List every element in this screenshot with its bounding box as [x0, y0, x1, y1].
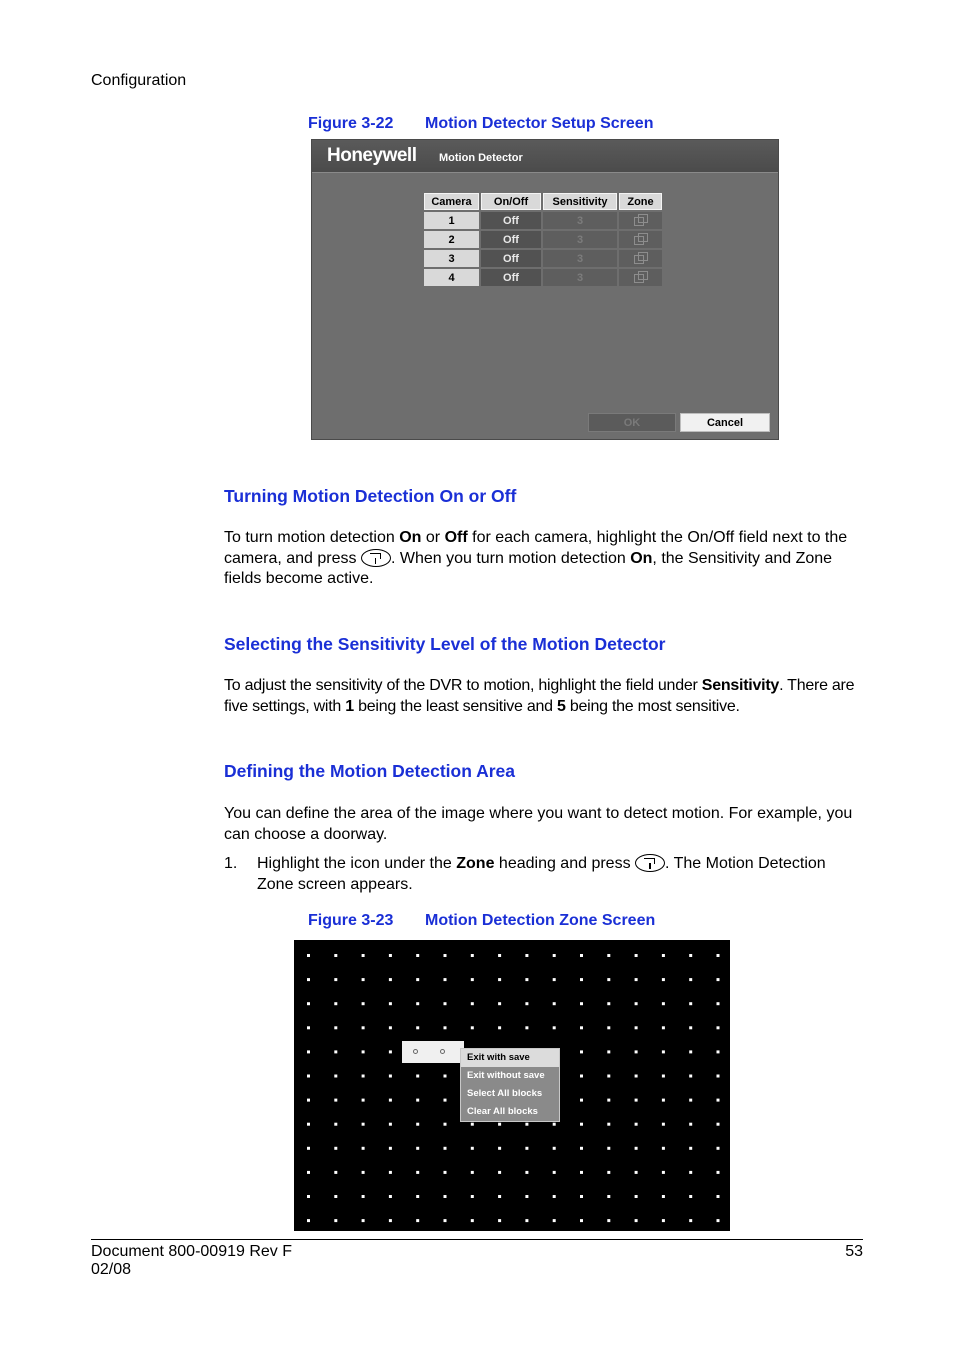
grid-dot: [662, 954, 665, 957]
grid-dot: [471, 954, 474, 957]
col-sensitivity: Sensitivity: [543, 193, 617, 210]
grid-dot: [662, 1050, 665, 1053]
camera-number: 4: [424, 269, 479, 286]
grid-dot: [662, 1026, 665, 1029]
grid-dot: [607, 978, 610, 981]
grid-dot: [580, 1075, 583, 1078]
grid-dot: [553, 1147, 556, 1150]
grid-dot: [525, 1002, 528, 1005]
grid-dot: [389, 1099, 392, 1102]
grid-dot: [498, 1002, 501, 1005]
zone-field[interactable]: [619, 212, 662, 229]
col-onoff: On/Off: [481, 193, 541, 210]
grid-dot: [389, 954, 392, 957]
grid-dot: [635, 978, 638, 981]
text-run: To adjust the sensitivity of the DVR to motion, highlight the field under: [224, 677, 702, 694]
grid-dot: [416, 1002, 419, 1005]
grid-dot: [334, 1075, 337, 1078]
grid-dot: [307, 1195, 310, 1198]
grid-dot: [607, 954, 610, 957]
brand-logo: Honeywell: [327, 145, 417, 166]
grid-dot: [416, 1123, 419, 1126]
camera-number: 3: [424, 250, 479, 267]
grid-dot: [471, 1147, 474, 1150]
grid-dot: [607, 1050, 610, 1053]
grid-dot: [416, 1099, 419, 1102]
grid-dot: [689, 1147, 692, 1150]
grid-dot: [389, 1075, 392, 1078]
grid-dot: [635, 1123, 638, 1126]
ok-button[interactable]: OK: [588, 413, 676, 432]
col-zone: Zone: [619, 193, 662, 210]
grid-dot: [444, 954, 447, 957]
grid-dot: [362, 1050, 365, 1053]
grid-dot: [444, 1195, 447, 1198]
menu-exit-without-save[interactable]: Exit without save: [467, 1070, 545, 1081]
grid-dot: [662, 1219, 665, 1222]
grid-dot: [498, 954, 501, 957]
figure-number: Figure 3-22: [308, 115, 394, 132]
selected-zone-blocks[interactable]: [402, 1041, 464, 1063]
zone-icon: [634, 233, 647, 244]
grid-dot: [389, 1171, 392, 1174]
grid-dot: [389, 1026, 392, 1029]
grid-dot: [580, 1099, 583, 1102]
zone-icon: [634, 252, 647, 263]
grid-dot: [389, 978, 392, 981]
grid-dot: [334, 954, 337, 957]
grid-dot: [416, 1171, 419, 1174]
cancel-button[interactable]: Cancel: [680, 413, 770, 432]
text-run: . When you turn motion detection: [390, 549, 631, 567]
col-camera: Camera: [424, 193, 479, 210]
text-run: . The Motion Detection Zone screen appears.: [257, 855, 826, 893]
grid-dot: [444, 978, 447, 981]
figure-caption: [308, 115, 653, 133]
bold-term: 5: [557, 697, 566, 715]
text-run: , the Sensitivity and Zone fields become active.: [224, 549, 833, 587]
grid-dot: [580, 1123, 583, 1126]
grid-dot: [471, 1026, 474, 1029]
grid-dot: [471, 1123, 474, 1126]
grid-dot: [607, 1099, 610, 1102]
section-heading: Selecting the Sensitivity Level of the Motion Detector: [224, 634, 666, 654]
grid-dot: [362, 1171, 365, 1174]
sensitivity-field[interactable]: 3: [543, 212, 617, 229]
grid-dot: [553, 1171, 556, 1174]
footer-rule: [91, 1239, 863, 1240]
grid-dot: [689, 1219, 692, 1222]
camera-number: 2: [424, 231, 479, 248]
footer-date: 02/08: [91, 1261, 132, 1278]
grid-dot: [717, 954, 720, 957]
bold-term: On: [399, 529, 422, 546]
block-marker: [413, 1049, 418, 1054]
grid-dot: [553, 954, 556, 957]
zone-icon: [634, 271, 647, 282]
grid-dot: [553, 978, 556, 981]
menu-select-all-blocks[interactable]: Select All blocks: [467, 1088, 543, 1099]
bold-term: Sensitivity: [701, 677, 780, 694]
grid-dot: [416, 954, 419, 957]
grid-dot: [635, 1171, 638, 1174]
grid-dot: [389, 1002, 392, 1005]
grid-dot: [389, 1195, 392, 1198]
grid-dot: [525, 1195, 528, 1198]
figure-title: Motion Detector Setup Screen: [425, 115, 654, 132]
grid-dot: [389, 1123, 392, 1126]
grid-dot: [334, 1219, 337, 1222]
grid-dot: [635, 1147, 638, 1150]
grid-dot: [662, 1099, 665, 1102]
figure-caption: [308, 912, 655, 930]
grid-dot: [334, 1147, 337, 1150]
onoff-field[interactable]: Off: [481, 231, 541, 248]
grid-dot: [525, 978, 528, 981]
menu-clear-all-blocks[interactable]: Clear All blocks: [467, 1106, 538, 1117]
text-run: or: [421, 529, 445, 546]
grid-dot: [607, 1002, 610, 1005]
grid-dot: [389, 1147, 392, 1150]
grid-dot: [444, 1002, 447, 1005]
grid-dot: [689, 1171, 692, 1174]
grid-dot: [334, 1002, 337, 1005]
grid-dot: [334, 1026, 337, 1029]
grid-dot: [334, 1123, 337, 1126]
table-row: [424, 250, 662, 267]
grid-dot: [334, 1195, 337, 1198]
grid-dot: [307, 1075, 310, 1078]
grid-dot: [635, 1026, 638, 1029]
grid-dot: [471, 1171, 474, 1174]
grid-dot: [689, 1026, 692, 1029]
grid-dot: [689, 1050, 692, 1053]
grid-dot: [498, 1123, 501, 1126]
grid-dot: [553, 1195, 556, 1198]
grid-dot: [307, 1123, 310, 1126]
grid-dot: [635, 1219, 638, 1222]
grid-dot: [689, 978, 692, 981]
paragraph: [224, 676, 864, 717]
grid-dot: [635, 954, 638, 957]
text-run: being the most sensitive.: [565, 697, 740, 715]
table-row: [424, 269, 662, 286]
enter-button-icon: [635, 854, 665, 872]
zone-icon: [634, 214, 647, 225]
bold-term: Zone: [456, 855, 495, 872]
grid-dot: [635, 1050, 638, 1053]
grid-dot: [389, 1050, 392, 1053]
grid-dot: [362, 978, 365, 981]
grid-dot: [662, 1002, 665, 1005]
table-row: [424, 212, 662, 229]
sensitivity-field[interactable]: 3: [543, 231, 617, 248]
grid-dot: [416, 1075, 419, 1078]
grid-dot: [689, 1075, 692, 1078]
grid-dot: [662, 1123, 665, 1126]
grid-dot: [717, 1147, 720, 1150]
grid-dot: [525, 1147, 528, 1150]
grid-dot: [580, 1147, 583, 1150]
zone-field[interactable]: [619, 269, 662, 286]
grid-dot: [717, 1075, 720, 1078]
grid-dot: [444, 1099, 447, 1102]
screen-title-bar: [312, 140, 778, 173]
grid-dot: [525, 954, 528, 957]
grid-dot: [635, 1002, 638, 1005]
zone-context-menu: [460, 1048, 560, 1122]
grid-dot: [662, 1075, 665, 1078]
grid-dot: [553, 1002, 556, 1005]
grid-dot: [498, 1195, 501, 1198]
motion-detector-screen: [311, 139, 779, 440]
grid-dot: [580, 1171, 583, 1174]
grid-dot: [362, 1002, 365, 1005]
grid-dot: [525, 1171, 528, 1174]
grid-dot: [635, 1099, 638, 1102]
grid-dot: [607, 1171, 610, 1174]
bold-term: Off: [444, 529, 468, 546]
grid-dot: [689, 1002, 692, 1005]
text-run: To turn motion detection: [224, 529, 400, 546]
grid-dot: [334, 1171, 337, 1174]
footer-document: Document 800-00919 Rev F: [91, 1243, 292, 1260]
grid-dot: [471, 1002, 474, 1005]
grid-dot: [307, 1171, 310, 1174]
enter-button-icon: [361, 549, 391, 567]
grid-dot: [635, 1195, 638, 1198]
grid-dot: [362, 1147, 365, 1150]
zone-field[interactable]: [619, 231, 662, 248]
grid-dot: [635, 1075, 638, 1078]
grid-dot: [307, 1026, 310, 1029]
grid-dot: [607, 1219, 610, 1222]
grid-dot: [334, 978, 337, 981]
onoff-field[interactable]: Off: [481, 269, 541, 286]
grid-dot: [307, 954, 310, 957]
screen-title: Motion Detector: [439, 152, 523, 164]
grid-dot: [553, 1026, 556, 1029]
grid-dot: [416, 978, 419, 981]
grid-dot: [444, 1123, 447, 1126]
grid-dot: [607, 1123, 610, 1126]
grid-dot: [389, 1219, 392, 1222]
block-marker: [440, 1049, 445, 1054]
grid-dot: [580, 1219, 583, 1222]
motion-detector-table: [422, 191, 664, 288]
grid-dot: [580, 1195, 583, 1198]
grid-dot: [416, 1219, 419, 1222]
grid-dot: [307, 1219, 310, 1222]
grid-dot: [607, 1147, 610, 1150]
grid-dot: [498, 1219, 501, 1222]
step-number: 1.: [224, 855, 238, 872]
zone-field[interactable]: [619, 250, 662, 267]
grid-dot: [362, 1075, 365, 1078]
figure-title: Motion Detection Zone Screen: [425, 912, 656, 929]
motion-zone-screen: [294, 940, 730, 1231]
grid-dot: [607, 1075, 610, 1078]
grid-dot: [717, 1219, 720, 1222]
text-run: heading and press: [494, 855, 636, 872]
grid-dot: [662, 1195, 665, 1198]
grid-dot: [444, 1147, 447, 1150]
grid-dot: [362, 1195, 365, 1198]
grid-dot: [307, 1050, 310, 1053]
grid-dot: [580, 954, 583, 957]
grid-dot: [553, 1123, 556, 1126]
grid-dot: [580, 1002, 583, 1005]
grid-dot: [717, 1002, 720, 1005]
grid-dot: [580, 1026, 583, 1029]
camera-number: 1: [424, 212, 479, 229]
grid-dot: [717, 1050, 720, 1053]
grid-dot: [307, 1002, 310, 1005]
grid-dot: [580, 978, 583, 981]
grid-dot: [471, 1195, 474, 1198]
step-text: [257, 854, 864, 895]
grid-dot: [662, 978, 665, 981]
grid-dot: [362, 1099, 365, 1102]
figure-number: Figure 3-23: [308, 912, 394, 929]
grid-dot: [689, 954, 692, 957]
grid-dot: [416, 1195, 419, 1198]
grid-dot: [444, 1219, 447, 1222]
grid-dot: [416, 1147, 419, 1150]
onoff-field[interactable]: Off: [481, 250, 541, 267]
onoff-field[interactable]: Off: [481, 212, 541, 229]
grid-dot: [553, 1219, 556, 1222]
grid-dot: [498, 1026, 501, 1029]
grid-dot: [362, 1026, 365, 1029]
grid-dot: [607, 1026, 610, 1029]
running-header: Configuration: [91, 72, 187, 89]
grid-dot: [444, 1171, 447, 1174]
grid-dot: [444, 1026, 447, 1029]
grid-dot: [717, 1099, 720, 1102]
grid-dot: [498, 978, 501, 981]
grid-dot: [717, 978, 720, 981]
bold-term: 1: [345, 697, 354, 715]
section-heading: Defining the Motion Detection Area: [224, 761, 516, 781]
grid-dot: [362, 1123, 365, 1126]
grid-dot: [717, 1195, 720, 1198]
grid-dot: [689, 1099, 692, 1102]
grid-dot: [525, 1026, 528, 1029]
menu-exit-with-save[interactable]: Exit with save: [461, 1049, 559, 1067]
section-heading: Turning Motion Detection On or Off: [224, 486, 517, 506]
grid-dot: [471, 978, 474, 981]
grid-dot: [525, 1219, 528, 1222]
grid-dot: [607, 1195, 610, 1198]
bold-term: On: [630, 549, 653, 567]
grid-dot: [689, 1195, 692, 1198]
text-run: . There are five settings, with: [224, 677, 855, 715]
grid-dot: [662, 1171, 665, 1174]
grid-dot: [498, 1147, 501, 1150]
grid-dot: [307, 1147, 310, 1150]
grid-dot: [416, 1026, 419, 1029]
grid-dot: [307, 978, 310, 981]
paragraph: [224, 528, 864, 590]
grid-dot: [307, 1099, 310, 1102]
grid-dot: [334, 1099, 337, 1102]
grid-dot: [444, 1075, 447, 1078]
grid-dot: [717, 1123, 720, 1126]
grid-dot: [498, 1171, 501, 1174]
sensitivity-field[interactable]: 3: [543, 250, 617, 267]
text-run: Highlight the icon under the: [257, 855, 457, 872]
grid-dot: [362, 1219, 365, 1222]
page-number: 53: [845, 1243, 863, 1260]
table-row: [424, 231, 662, 248]
grid-dot: [362, 954, 365, 957]
grid-dot: [717, 1171, 720, 1174]
grid-dot: [580, 1050, 583, 1053]
grid-dot: [525, 1123, 528, 1126]
grid-dot: [717, 1026, 720, 1029]
paragraph: You can define the area of the image where you want to detect motion. For example, you can choose a doorway.: [224, 805, 853, 843]
grid-dot: [334, 1050, 337, 1053]
text-run: being the least sensitive and: [353, 697, 557, 715]
grid-dot: [662, 1147, 665, 1150]
grid-dot: [471, 1219, 474, 1222]
text-run: for each camera, highlight the On/Off field next to the camera, and press: [224, 529, 848, 567]
sensitivity-field[interactable]: 3: [543, 269, 617, 286]
grid-dot: [689, 1123, 692, 1126]
